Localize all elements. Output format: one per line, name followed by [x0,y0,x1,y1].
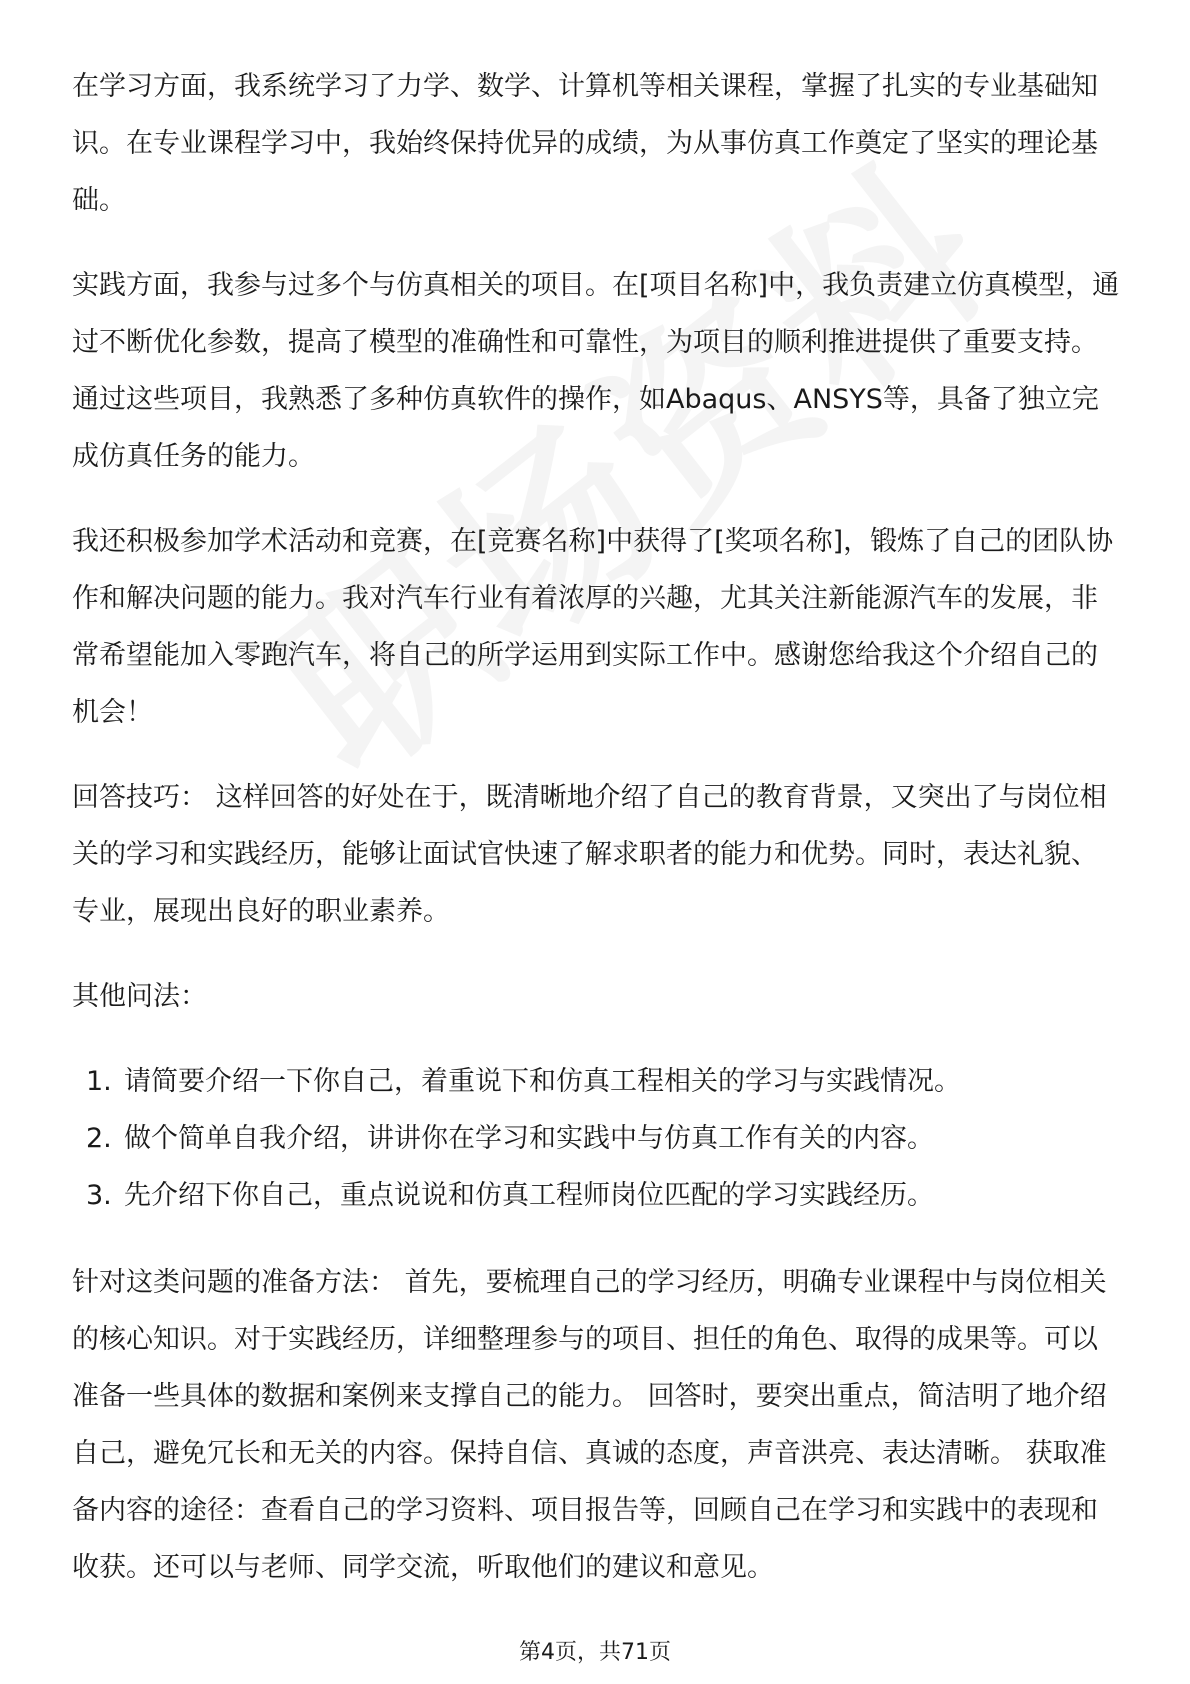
paragraph-practice: 实践方面，我参与过多个与仿真相关的项目。在[项目名称]中，我负责建立仿真模型，通过不断优化参数，提高了模型的准确性和可靠性，为项目的顺利推进提供了重要支持。通过这些项目，我熟悉了多种仿真软件的操作，如Abaqus、ANSYS等，具备了独立完成仿真任务的能力。 [72,270,1120,472]
list-text: 做个简单自我介绍，讲讲你在学习和实践中与仿真工作有关的内容。 [124,1123,934,1154]
other-questions-heading: 其他问法： [72,981,207,1012]
page-footer: 第4页，共71页 [519,1640,671,1665]
list-number: 1. [86,1066,112,1097]
paragraph-activities: 我还积极参加学术活动和竞赛，在[竞赛名称]中获得了[奖项名称]，锻炼了自己的团队协作和解决问题的能力。我对汽车行业有着浓厚的兴趣，尤其关注新能源汽车的发展，非常希望能加入零跑汽车，将自己的所学运用到实际工作中。感谢您给我这个介绍自己的机会！ [72,526,1114,728]
other-questions-list [72,1053,1122,1224]
paragraph-study: 在学习方面，我系统学习了力学、数学、计算机等相关课程，掌握了扎实的专业基础知识。在专业课程学习中，我始终保持优异的成绩，为从事仿真工作奠定了坚实的理论基础。 [72,71,1098,216]
paragraph-preparation: 针对这类问题的准备方法： 首先，要梳理自己的学习经历，明确专业课程中与岗位相关的核心知识。对于实践经历，详细整理参与的项目、担任的角色、取得的成果等。可以准备一些具体的数据和案例来支撑自己的能力。 回答时，要突出重点，简洁明了地介绍自己，避免冗长和无关的内容。保持自信、真诚的态度，声音洪亮、表达清晰。 获取准备内容的途径：查看自己的学习资料、项目报告等，回顾自己在学习和实践中的表现和收获。还可以与老师、同学交流，听取他们的建议和意见。 [72,1267,1107,1583]
list-text: 请简要介绍一下你自己，着重说下和仿真工程相关的学习与实践情况。 [124,1066,961,1097]
paragraph-answer-tips: 回答技巧： 这样回答的好处在于，既清晰地介绍了自己的教育背景，又突出了与岗位相关的学习和实践经历，能够让面试官快速了解求职者的能力和优势。同时，表达礼貌、专业，展现出良好的职业素养。 [72,782,1107,927]
document-body [72,58,1122,1624]
list-number: 2. [86,1123,112,1154]
list-item [72,1167,1122,1224]
list-number: 3. [86,1180,112,1211]
list-text: 先介绍下你自己，重点说说和仿真工程师岗位匹配的学习实践经历。 [124,1180,934,1211]
list-item [72,1110,1122,1167]
list-item [72,1053,1122,1110]
